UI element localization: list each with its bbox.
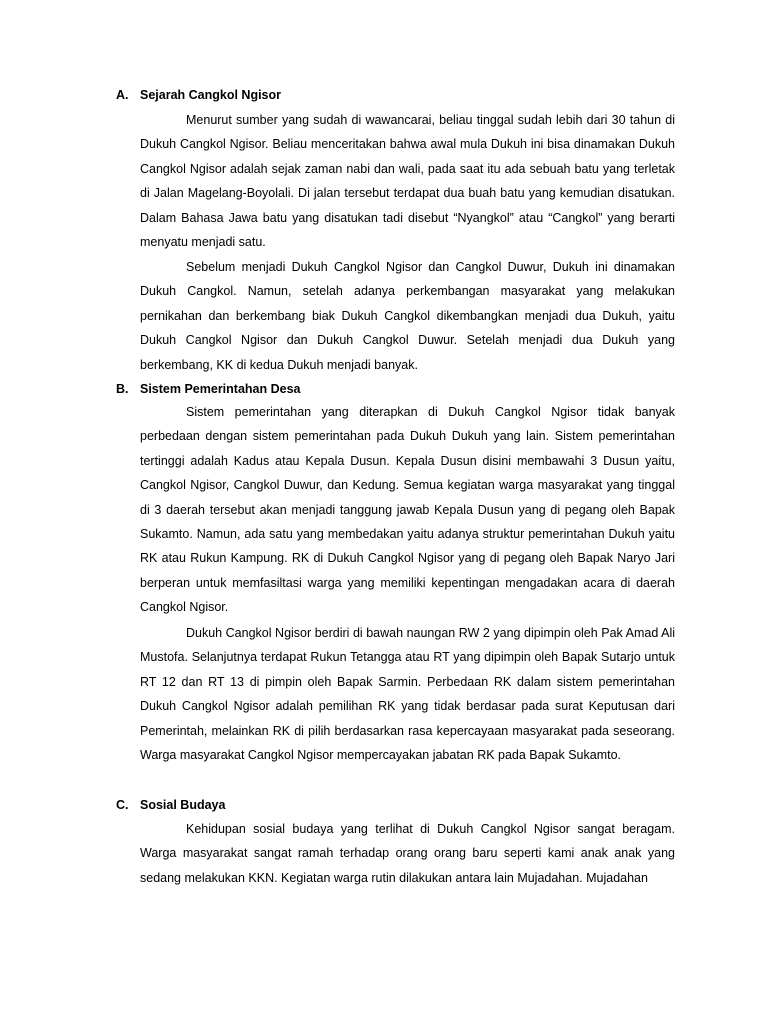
section-title: Sosial Budaya (140, 798, 226, 812)
section-b-heading (0, 379, 700, 399)
section-a-heading (0, 85, 700, 105)
paragraph: Sebelum menjadi Dukuh Cangkol Ngisor dan Cangkol Duwur, Dukuh ini dinamakan Dukuh Cangkol. Namun, setelah adanya perkembangan masyarakat yang melakukan pernikahan dan berkembang biak Dukuh Cangkol dikembangkan menjadi dua Dukuh, yaitu Dukuh Cangkol Ngisor dan Dukuh Cangkol Duwur. Setelah menjadi dua Dukuh yang berkembang, KK di kedua Dukuh menjadi banyak. (140, 260, 675, 372)
section-title: Sistem Pemerintahan Desa (140, 382, 301, 396)
paragraph: Dukuh Cangkol Ngisor berdiri di bawah naungan RW 2 yang dipimpin oleh Pak Amad Ali Mustofa. Selanjutnya terdapat Rukun Tetangga atau RT yang dipimpin oleh Bapak Sutarjo untuk RT 12 dan RT 13 di pimpin oleh Bapak Sarmin. Perbedaan RK dalam sistem pemerintahan Dukuh Cangkol Ngisor adalah pemilihan RK yang tidak berdasar pada surat Keputusan dari Pemerintah, melainkan RK di pilih berdasarkan rasa kepercayaan masyarakat pada seseorang. Warga masyarakat Cangkol Ngisor mempercayakan jabatan RK pada Bapak Sukamto. (140, 626, 675, 763)
paragraph: Menurut sumber yang sudah di wawancarai, beliau tinggal sudah lebih dari 30 tahun di Dukuh Cangkol Ngisor. Beliau menceritakan bahwa awal mula Dukuh ini bisa dinamakan Dukuh Cangkol Ngisor adalah sejak zaman nabi dan wali, pada saat itu ada sebuah batu yang terletak di Jalan Magelang-Boyolali. Di jalan tersebut terdapat dua buah batu yang kemudian disatukan. Dalam Bahasa Jawa batu yang disatukan tadi disebut “Nyangkol” atau “Cangkol” yang berarti menyatu menjadi satu. (140, 113, 675, 250)
section-title: Sejarah Cangkol Ngisor (140, 88, 282, 102)
paragraph: Kehidupan sosial budaya yang terlihat di Dukuh Cangkol Ngisor sangat beragam. Warga masyarakat sangat ramah terhadap orang orang baru seperti kami anak anak yang sedang melakukan KKN. Kegiatan warga rutin dilakukan antara lain Mujadahan. Mujadahan (140, 822, 675, 885)
section-letter: C. (116, 798, 129, 812)
section-letter: A. (116, 88, 129, 102)
section-c-heading (0, 795, 700, 815)
section-letter: B. (116, 382, 129, 396)
paragraph: Sistem pemerintahan yang diterapkan di Dukuh Cangkol Ngisor tidak banyak perbedaan dengan sistem pemerintahan pada Dukuh Dukuh yang lain. Sistem pemerintahan tertinggi adalah Kadus atau Kepala Dusun. Kepala Dusun disini membawahi 3 Dusun yaitu, Cangkol Ngisor, Cangkol Duwur, dan Kedung. Semua kegiatan warga masyarakat yang tinggal di 3 daerah tersebut akan menjadi tanggung jawab Kepala Dusun yang di pegang oleh Bapak Sukamto. Namun, ada satu yang membedakan yaitu adanya struktur pemerintahan Dukuh yaitu RK atau Rukun Kampung. RK di Dukuh Cangkol Ngisor yang di pegang oleh Bapak Naryo Jari berperan untuk memfasiltasi warga yang memiliki kepentingan mengadakan acara di daerah Cangkol Ngisor. (140, 405, 675, 615)
